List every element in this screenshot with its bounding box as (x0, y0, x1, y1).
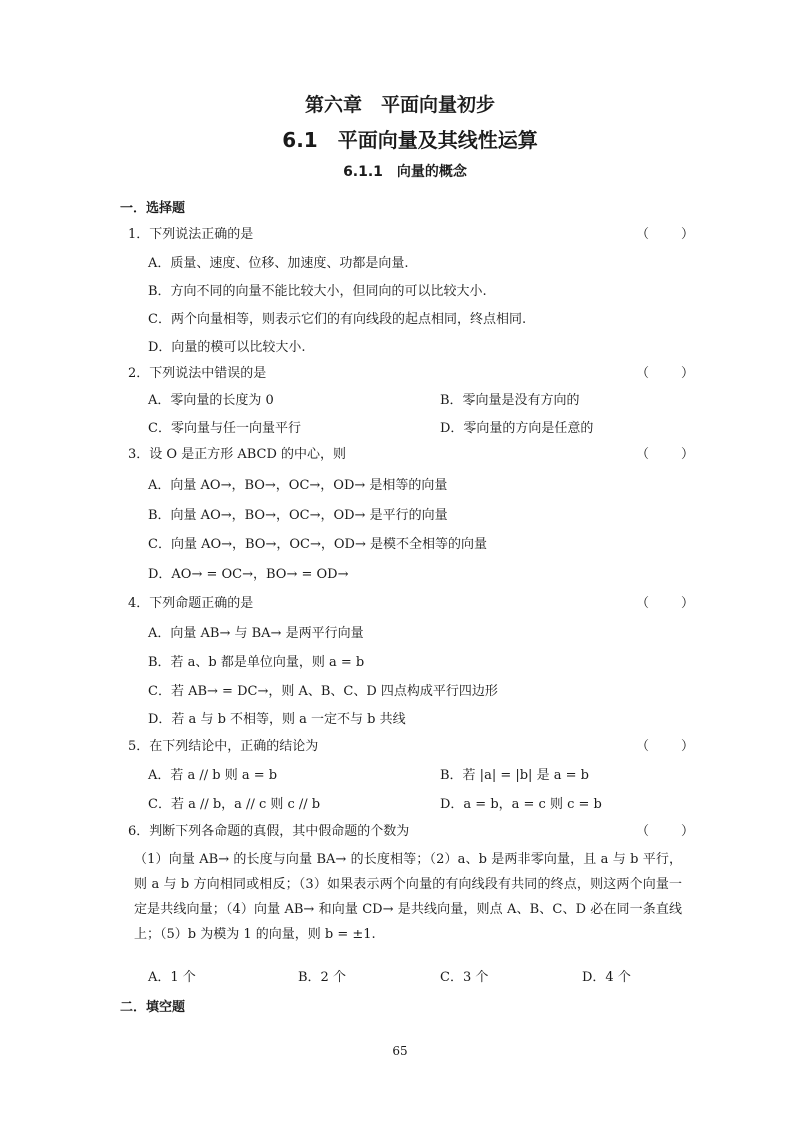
answer-bracket: （ ） (636, 824, 697, 839)
question-1-stem: 1．下列说法正确的是 (128, 227, 254, 242)
question-1-option-b: B．方向不同的向量不能比较大小，但同向的可以比较大小. (148, 284, 487, 299)
question-5-option-b: B．若 |a| = |b| 是 a = b (440, 768, 589, 783)
question-1-option-c: C．两个向量相等，则表示它们的有向线段的起点相同，终点相同. (148, 312, 527, 327)
question-5-option-a: A．若 a // b 则 a = b (148, 768, 278, 783)
question-3-option-d: D．AO→ = OC→，BO→ = OD→ (148, 567, 349, 582)
question-4-stem: 4．下列命题正确的是 (128, 596, 254, 611)
question-1-option-a: A．质量、速度、位移、加速度、功都是向量. (148, 256, 409, 271)
answer-bracket: （ ） (636, 596, 697, 611)
question-5-option-c: C．若 a // b，a // c 则 c // b (148, 797, 321, 812)
question-3-stem: 3．设 O 是正方形 ABCD 的中心，则 (128, 447, 347, 462)
question-4-option-a: A．向量 AB→ 与 BA→ 是两平行向量 (148, 626, 364, 641)
question-5-stem: 5．在下列结论中，正确的结论为 (128, 739, 319, 754)
question-6-option-d: D．4 个 (582, 970, 631, 985)
question-6-stem: 6．判断下列各命题的真假，其中假命题的个数为 (128, 824, 410, 839)
question-1-option-d: D．向量的模可以比较大小. (148, 340, 306, 355)
question-6-option-a: A．1 个 (148, 970, 196, 985)
question-3-option-c: C．向量 AO→，BO→，OC→，OD→ 是模不全相等的向量 (148, 537, 487, 552)
question-2-option-a: A．零向量的长度为 0 (148, 393, 274, 408)
answer-bracket: （ ） (636, 227, 697, 242)
question-2-option-d: D．零向量的方向是任意的 (440, 421, 594, 436)
question-6-option-b: B．2 个 (298, 970, 346, 985)
question-4-option-b: B．若 a、b 都是单位向量，则 a = b (148, 655, 365, 670)
question-2-option-b: B．零向量是没有方向的 (440, 393, 580, 408)
subsection-title: 6.1.1 向量的概念 (343, 164, 467, 180)
section-title: 6.1 平面向量及其线性运算 (282, 128, 538, 152)
question-4-option-d: D．若 a 与 b 不相等，则 a 一定不与 b 共线 (148, 712, 406, 727)
question-2-option-c: C．零向量与任一向量平行 (148, 421, 301, 436)
answer-bracket: （ ） (636, 739, 697, 754)
question-6-option-c: C．3 个 (440, 970, 489, 985)
page-number: 65 (392, 1044, 408, 1058)
question-3-option-a: A．向量 AO→，BO→，OC→，OD→ 是相等的向量 (148, 478, 448, 493)
question-4-option-c: C．若 AB→ = DC→，则 A、B、C、D 四点构成平行四边形 (148, 684, 498, 699)
part2-heading: 二．填空题 (120, 1000, 186, 1015)
question-2-stem: 2．下列说法中错误的是 (128, 366, 267, 381)
answer-bracket: （ ） (636, 447, 697, 462)
answer-bracket: （ ） (636, 366, 697, 381)
part1-heading: 一．选择题 (120, 201, 186, 216)
question-6-statements: （1）向量 AB→ 的长度与向量 BA→ 的长度相等；（2）a、b 是两非零向量，且 a 与 b 平行，则 a 与 b 方向相同或相反；（3）如果表示两个向量的有向线段有共同的终点，则这两个向量一定是共线向量；（4）向量 AB→ 和向量 CD→ 是共线向量，则点 A、B、C、D 必在同一条直线上；（5）b 为模为 1 的向量，则 b = ±1. (134, 852, 682, 942)
chapter-title: 第六章 平面向量初步 (304, 94, 495, 116)
question-3-option-b: B．向量 AO→，BO→，OC→，OD→ 是平行的向量 (148, 508, 448, 523)
question-5-option-d: D．a = b，a = c 则 c = b (440, 797, 602, 812)
